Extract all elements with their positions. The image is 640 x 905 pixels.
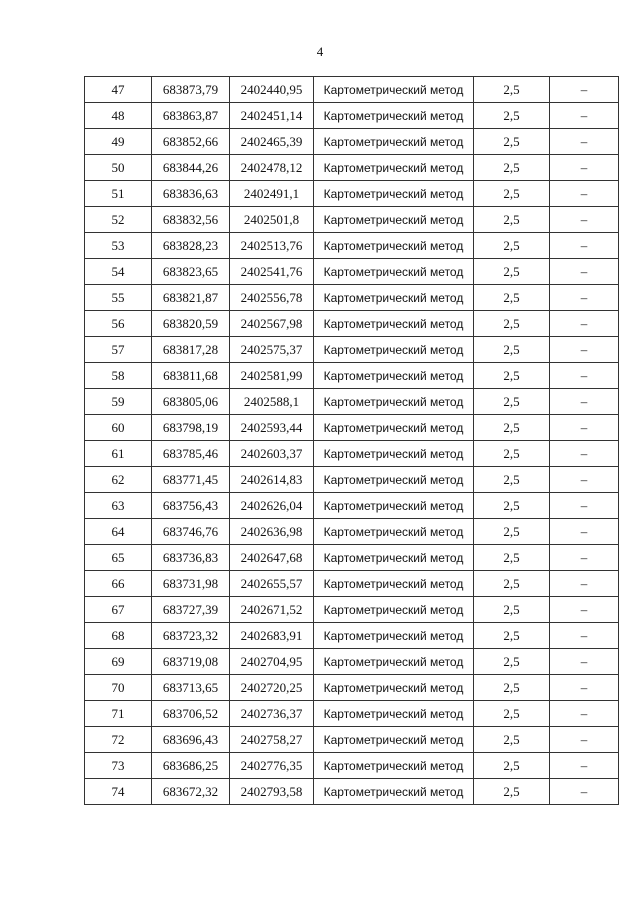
note-cell: – <box>550 259 619 285</box>
table-row <box>85 545 619 571</box>
note-cell: – <box>550 753 619 779</box>
y-coordinate-cell: 2402683,91 <box>230 623 314 649</box>
x-coordinate-cell: 683719,08 <box>152 649 230 675</box>
method-cell: Картометрический метод <box>314 597 474 623</box>
accuracy-cell: 2,5 <box>474 493 550 519</box>
method-cell: Картометрический метод <box>314 519 474 545</box>
method-cell: Картометрический метод <box>314 363 474 389</box>
point-number-cell: 61 <box>85 441 152 467</box>
accuracy-cell: 2,5 <box>474 467 550 493</box>
y-coordinate-cell: 2402556,78 <box>230 285 314 311</box>
table-body <box>85 77 619 805</box>
note-cell: – <box>550 363 619 389</box>
y-coordinate-cell: 2402451,14 <box>230 103 314 129</box>
method-cell: Картометрический метод <box>314 285 474 311</box>
y-coordinate-cell: 2402491,1 <box>230 181 314 207</box>
point-number-cell: 68 <box>85 623 152 649</box>
table-row <box>85 103 619 129</box>
point-number-cell: 47 <box>85 77 152 103</box>
point-number-cell: 54 <box>85 259 152 285</box>
table-row <box>85 727 619 753</box>
note-cell: – <box>550 181 619 207</box>
method-cell: Картометрический метод <box>314 155 474 181</box>
method-cell: Картометрический метод <box>314 545 474 571</box>
table-row <box>85 753 619 779</box>
accuracy-cell: 2,5 <box>474 727 550 753</box>
y-coordinate-cell: 2402581,99 <box>230 363 314 389</box>
x-coordinate-cell: 683731,98 <box>152 571 230 597</box>
x-coordinate-cell: 683844,26 <box>152 155 230 181</box>
note-cell: – <box>550 571 619 597</box>
accuracy-cell: 2,5 <box>474 623 550 649</box>
point-number-cell: 74 <box>85 779 152 805</box>
accuracy-cell: 2,5 <box>474 571 550 597</box>
x-coordinate-cell: 683836,63 <box>152 181 230 207</box>
y-coordinate-cell: 2402776,35 <box>230 753 314 779</box>
table-row <box>85 337 619 363</box>
note-cell: – <box>550 337 619 363</box>
y-coordinate-cell: 2402614,83 <box>230 467 314 493</box>
x-coordinate-cell: 683756,43 <box>152 493 230 519</box>
point-number-cell: 71 <box>85 701 152 727</box>
point-number-cell: 62 <box>85 467 152 493</box>
accuracy-cell: 2,5 <box>474 77 550 103</box>
table-row <box>85 389 619 415</box>
accuracy-cell: 2,5 <box>474 311 550 337</box>
method-cell: Картометрический метод <box>314 675 474 701</box>
accuracy-cell: 2,5 <box>474 129 550 155</box>
x-coordinate-cell: 683686,25 <box>152 753 230 779</box>
x-coordinate-cell: 683823,65 <box>152 259 230 285</box>
x-coordinate-cell: 683771,45 <box>152 467 230 493</box>
note-cell: – <box>550 623 619 649</box>
note-cell: – <box>550 545 619 571</box>
y-coordinate-cell: 2402567,98 <box>230 311 314 337</box>
table-row <box>85 415 619 441</box>
x-coordinate-cell: 683863,87 <box>152 103 230 129</box>
method-cell: Картометрический метод <box>314 623 474 649</box>
page-number: 4 <box>316 44 324 59</box>
point-number-cell: 49 <box>85 129 152 155</box>
method-cell: Картометрический метод <box>314 103 474 129</box>
table-row <box>85 493 619 519</box>
coordinates-table <box>84 76 619 805</box>
method-cell: Картометрический метод <box>314 571 474 597</box>
note-cell: – <box>550 519 619 545</box>
point-number-cell: 48 <box>85 103 152 129</box>
accuracy-cell: 2,5 <box>474 363 550 389</box>
accuracy-cell: 2,5 <box>474 415 550 441</box>
y-coordinate-cell: 2402588,1 <box>230 389 314 415</box>
accuracy-cell: 2,5 <box>474 259 550 285</box>
x-coordinate-cell: 683736,83 <box>152 545 230 571</box>
y-coordinate-cell: 2402720,25 <box>230 675 314 701</box>
point-number-cell: 55 <box>85 285 152 311</box>
note-cell: – <box>550 467 619 493</box>
accuracy-cell: 2,5 <box>474 103 550 129</box>
accuracy-cell: 2,5 <box>474 519 550 545</box>
method-cell: Картометрический метод <box>314 753 474 779</box>
table-row <box>85 207 619 233</box>
accuracy-cell: 2,5 <box>474 337 550 363</box>
method-cell: Картометрический метод <box>314 259 474 285</box>
accuracy-cell: 2,5 <box>474 545 550 571</box>
x-coordinate-cell: 683713,65 <box>152 675 230 701</box>
y-coordinate-cell: 2402671,52 <box>230 597 314 623</box>
table-row <box>85 675 619 701</box>
table-row <box>85 571 619 597</box>
point-number-cell: 69 <box>85 649 152 675</box>
table-row <box>85 467 619 493</box>
point-number-cell: 65 <box>85 545 152 571</box>
note-cell: – <box>550 727 619 753</box>
table-row <box>85 181 619 207</box>
note-cell: – <box>550 233 619 259</box>
x-coordinate-cell: 683852,66 <box>152 129 230 155</box>
table-row <box>85 779 619 805</box>
x-coordinate-cell: 683723,32 <box>152 623 230 649</box>
x-coordinate-cell: 683746,76 <box>152 519 230 545</box>
x-coordinate-cell: 683785,46 <box>152 441 230 467</box>
table-row <box>85 597 619 623</box>
y-coordinate-cell: 2402758,27 <box>230 727 314 753</box>
accuracy-cell: 2,5 <box>474 597 550 623</box>
x-coordinate-cell: 683805,06 <box>152 389 230 415</box>
note-cell: – <box>550 701 619 727</box>
method-cell: Картометрический метод <box>314 493 474 519</box>
table-row <box>85 259 619 285</box>
point-number-cell: 70 <box>85 675 152 701</box>
point-number-cell: 63 <box>85 493 152 519</box>
method-cell: Картометрический метод <box>314 181 474 207</box>
point-number-cell: 53 <box>85 233 152 259</box>
accuracy-cell: 2,5 <box>474 207 550 233</box>
point-number-cell: 57 <box>85 337 152 363</box>
point-number-cell: 67 <box>85 597 152 623</box>
note-cell: – <box>550 649 619 675</box>
method-cell: Картометрический метод <box>314 779 474 805</box>
x-coordinate-cell: 683727,39 <box>152 597 230 623</box>
x-coordinate-cell: 683811,68 <box>152 363 230 389</box>
note-cell: – <box>550 129 619 155</box>
note-cell: – <box>550 207 619 233</box>
y-coordinate-cell: 2402465,39 <box>230 129 314 155</box>
accuracy-cell: 2,5 <box>474 441 550 467</box>
x-coordinate-cell: 683821,87 <box>152 285 230 311</box>
point-number-cell: 66 <box>85 571 152 597</box>
y-coordinate-cell: 2402593,44 <box>230 415 314 441</box>
accuracy-cell: 2,5 <box>474 649 550 675</box>
note-cell: – <box>550 389 619 415</box>
note-cell: – <box>550 77 619 103</box>
accuracy-cell: 2,5 <box>474 389 550 415</box>
y-coordinate-cell: 2402704,95 <box>230 649 314 675</box>
y-coordinate-cell: 2402626,04 <box>230 493 314 519</box>
y-coordinate-cell: 2402736,37 <box>230 701 314 727</box>
method-cell: Картометрический метод <box>314 727 474 753</box>
x-coordinate-cell: 683873,79 <box>152 77 230 103</box>
x-coordinate-cell: 683672,32 <box>152 779 230 805</box>
method-cell: Картометрический метод <box>314 337 474 363</box>
y-coordinate-cell: 2402541,76 <box>230 259 314 285</box>
y-coordinate-cell: 2402501,8 <box>230 207 314 233</box>
accuracy-cell: 2,5 <box>474 753 550 779</box>
x-coordinate-cell: 683798,19 <box>152 415 230 441</box>
point-number-cell: 73 <box>85 753 152 779</box>
point-number-cell: 60 <box>85 415 152 441</box>
accuracy-cell: 2,5 <box>474 155 550 181</box>
accuracy-cell: 2,5 <box>474 701 550 727</box>
point-number-cell: 50 <box>85 155 152 181</box>
point-number-cell: 72 <box>85 727 152 753</box>
method-cell: Картометрический метод <box>314 77 474 103</box>
accuracy-cell: 2,5 <box>474 779 550 805</box>
y-coordinate-cell: 2402513,76 <box>230 233 314 259</box>
table-row <box>85 285 619 311</box>
point-number-cell: 59 <box>85 389 152 415</box>
x-coordinate-cell: 683832,56 <box>152 207 230 233</box>
accuracy-cell: 2,5 <box>474 181 550 207</box>
method-cell: Картометрический метод <box>314 441 474 467</box>
table-row <box>85 233 619 259</box>
table-row <box>85 311 619 337</box>
method-cell: Картометрический метод <box>314 207 474 233</box>
y-coordinate-cell: 2402647,68 <box>230 545 314 571</box>
note-cell: – <box>550 597 619 623</box>
note-cell: – <box>550 415 619 441</box>
method-cell: Картометрический метод <box>314 129 474 155</box>
table-row <box>85 519 619 545</box>
note-cell: – <box>550 311 619 337</box>
method-cell: Картометрический метод <box>314 415 474 441</box>
note-cell: – <box>550 103 619 129</box>
table-row <box>85 363 619 389</box>
method-cell: Картометрический метод <box>314 311 474 337</box>
table-row <box>85 701 619 727</box>
note-cell: – <box>550 779 619 805</box>
method-cell: Картометрический метод <box>314 233 474 259</box>
table-row <box>85 155 619 181</box>
y-coordinate-cell: 2402636,98 <box>230 519 314 545</box>
note-cell: – <box>550 493 619 519</box>
y-coordinate-cell: 2402478,12 <box>230 155 314 181</box>
note-cell: – <box>550 155 619 181</box>
method-cell: Картометрический метод <box>314 649 474 675</box>
x-coordinate-cell: 683828,23 <box>152 233 230 259</box>
table-row <box>85 129 619 155</box>
table-row <box>85 441 619 467</box>
accuracy-cell: 2,5 <box>474 675 550 701</box>
x-coordinate-cell: 683820,59 <box>152 311 230 337</box>
method-cell: Картометрический метод <box>314 701 474 727</box>
x-coordinate-cell: 683817,28 <box>152 337 230 363</box>
point-number-cell: 58 <box>85 363 152 389</box>
method-cell: Картометрический метод <box>314 389 474 415</box>
y-coordinate-cell: 2402655,57 <box>230 571 314 597</box>
accuracy-cell: 2,5 <box>474 233 550 259</box>
accuracy-cell: 2,5 <box>474 285 550 311</box>
point-number-cell: 56 <box>85 311 152 337</box>
y-coordinate-cell: 2402793,58 <box>230 779 314 805</box>
x-coordinate-cell: 683706,52 <box>152 701 230 727</box>
table-row <box>85 623 619 649</box>
x-coordinate-cell: 683696,43 <box>152 727 230 753</box>
point-number-cell: 64 <box>85 519 152 545</box>
table-row <box>85 649 619 675</box>
note-cell: – <box>550 285 619 311</box>
y-coordinate-cell: 2402603,37 <box>230 441 314 467</box>
y-coordinate-cell: 2402440,95 <box>230 77 314 103</box>
point-number-cell: 52 <box>85 207 152 233</box>
method-cell: Картометрический метод <box>314 467 474 493</box>
y-coordinate-cell: 2402575,37 <box>230 337 314 363</box>
note-cell: – <box>550 675 619 701</box>
table-row <box>85 77 619 103</box>
note-cell: – <box>550 441 619 467</box>
point-number-cell: 51 <box>85 181 152 207</box>
